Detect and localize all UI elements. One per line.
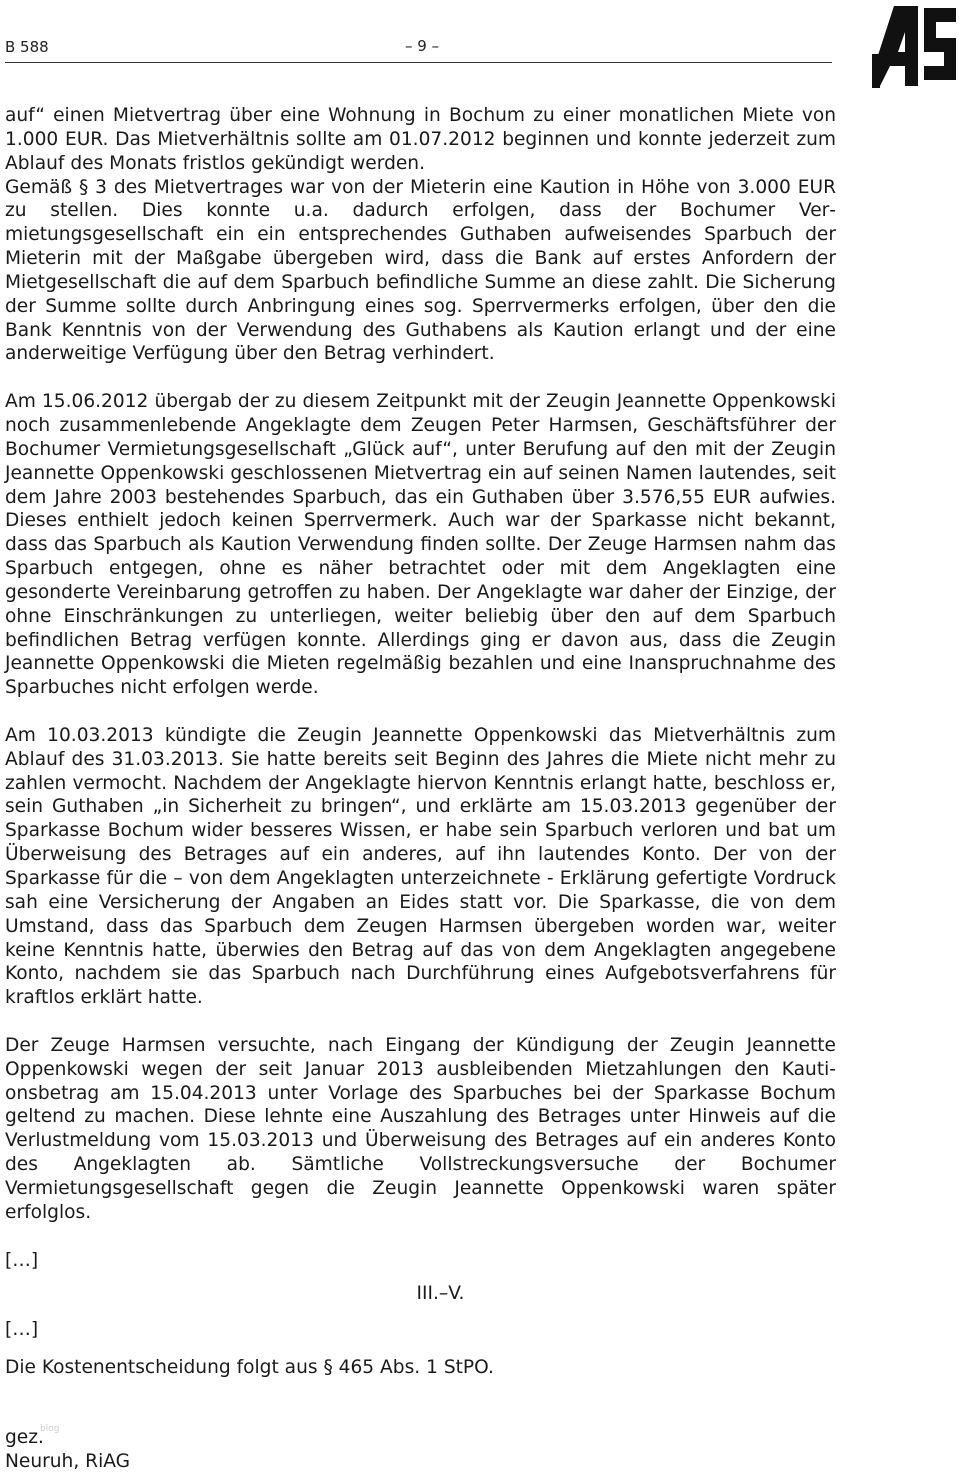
judge-name: Neuruh, RiAG — [5, 1451, 131, 1472]
signature-block — [5, 1426, 130, 1474]
document-reference: B 588 — [5, 38, 49, 56]
omission-marker: […] — [5, 1319, 39, 1341]
section-heading: III.–V. — [416, 1283, 465, 1305]
watermark: blog — [40, 1424, 60, 1434]
paragraph-4: Am 10.03.2013 kündigte die Zeugin Jeannette Oppenkowski das Mietverhältnis zum Ablauf des 31.03.2013. Sie hatte bereits seit Beginn des Jahres die Miete nicht mehr zu zahlen vermocht. Nachdem der Angeklagte hiervon Kenntnis erlangt hatte, beschloss er, sein Guthaben „in Sicherheit zu bringen“, und erklärte am 15.03.2013 gegenüber der Sparkasse Bochum wider besseres Wissen, er habe sein Sparbuch verloren und bat um Überweisung des Betrages auf ein anderes, auf ihn lautendes Konto. Der von der Sparkasse für die – von dem Angeklagten unterzeichnete - Erklärung gefertigte Vordruck sah eine Versicherung der Angaben an Eides statt vor. Die Sparkasse, die von dem Umstand, dass das Sparbuch dem Zeugen Harmsen übergeben worden war, weiter keine Kenntnis hatte, überwies den Betrag auf das von dem Angeklagten angegebene Konto, nachdem sie das Sparbuch nach Durchführung eines Aufgebotsverfahrens für kraftlos erklärt hatte. — [5, 724, 836, 1009]
paragraph-2: Gemäß § 3 des Mietvertrages war von der Mieterin eine Kaution in Höhe von 3.000 EUR zu stellen. Dies konnte u.a. dadurch erfolgen, dass der Bochumer Vermietungsgesellschaft ein ein entsprechendes Guthaben aufweisendes Sparbuch der Mieterin mit der Maßgabe übergeben wird, dass die Bank auf erstes Anfordern der Mietgesellschaft die auf dem Sparbuch befindliche Summe an diese zahlt. Die Sicherung der Summe sollte durch Anbringung eines sog. Sperrvermerks erfolgen, über den die Bank Kenntnis von der Verwendung des Guthabens als Kaution erlangt und der eine anderweitige Verfügung über den Betrag verhindert. — [5, 176, 836, 365]
paragraph-1: auf“ einen Mietvertrag über eine Wohnung in Bochum zu einer monatlichen Miete von 1.000 EUR. Das Mietverhältnis sollte am 01.07.2012 beginnen und konnte jederzeit zum Ablauf des Monats fristlos gekündigt werden. — [5, 105, 836, 174]
as-logo-icon — [872, 4, 958, 88]
page-number: – 9 – — [405, 37, 440, 55]
page-header — [5, 34, 832, 63]
document-body — [5, 104, 836, 1380]
signature-gez: gez. — [5, 1427, 44, 1448]
paragraph-5: Der Zeuge Harmsen versuchte, nach Eingang der Kündigung der Zeugin Jeannette Oppenkowski wegen der seit Januar 2013 ausbleibenden Mietzahlungen den Kautionsbetrag am 15.04.2013 unter Vorlage des Sparbuches bei der Sparkasse Bochum geltend zu machen. Diese lehnte eine Auszahlung des Betrages unter Hinweis auf die Verlustmeldung vom 15.03.2013 und Überweisung des Betrages auf ein anderes Konto des Angeklagten ab. Sämtliche Vollstreckungsversuche der Bochumer Vermietungsgesellschaft gegen die Zeugin Jeannette Oppenkowski waren später erfolglos. — [5, 1034, 836, 1223]
omission-marker: […] — [5, 1249, 39, 1271]
paragraph-3: Am 15.06.2012 übergab der zu diesem Zeitpunkt mit der Zeugin Jeannette Oppenkowski noch zusammenlebende Angeklagte dem Zeugen Peter Harmsen, Geschäftsführer der Bochumer Vermietungsgesellschaft „Glück auf“, unter Berufung auf den mit der Zeugin Jeannette Oppenkowski geschlossenen Mietvertrag ein auf seinen Namen lautendes, seit dem Jahre 2003 bestehendes Sparbuch, das ein Guthaben über 3.576,55 EUR aufwies. Dieses enthielt jedoch keinen Sperrvermerk. Auch war der Sparkasse nicht bekannt, dass das Sparbuch als Kaution Verwendung finden sollte. Der Zeuge Harmsen nahm das Sparbuch entgegen, ohne es näher betrachtet oder mit dem Angeklagten eine gesonderte Vereinbarung getroffen zu haben. Der Angeklagte war daher der Einzige, der ohne Einschränkungen zu unterliegen, weiter beliebig über den auf dem Sparbuch befindlichen Betrag verfügen konnte. Allerdings ging er davon aus, dass die Zeugin Jeannette Oppenkowski die Mieten regelmäßig bezahlen und eine Inanspruchnahme des Sparbuches nicht erfolgen werde. — [5, 391, 836, 699]
cost-decision: Die Kostenentscheidung folgt aus § 465 Abs. 1 StPO. — [5, 1357, 494, 1379]
